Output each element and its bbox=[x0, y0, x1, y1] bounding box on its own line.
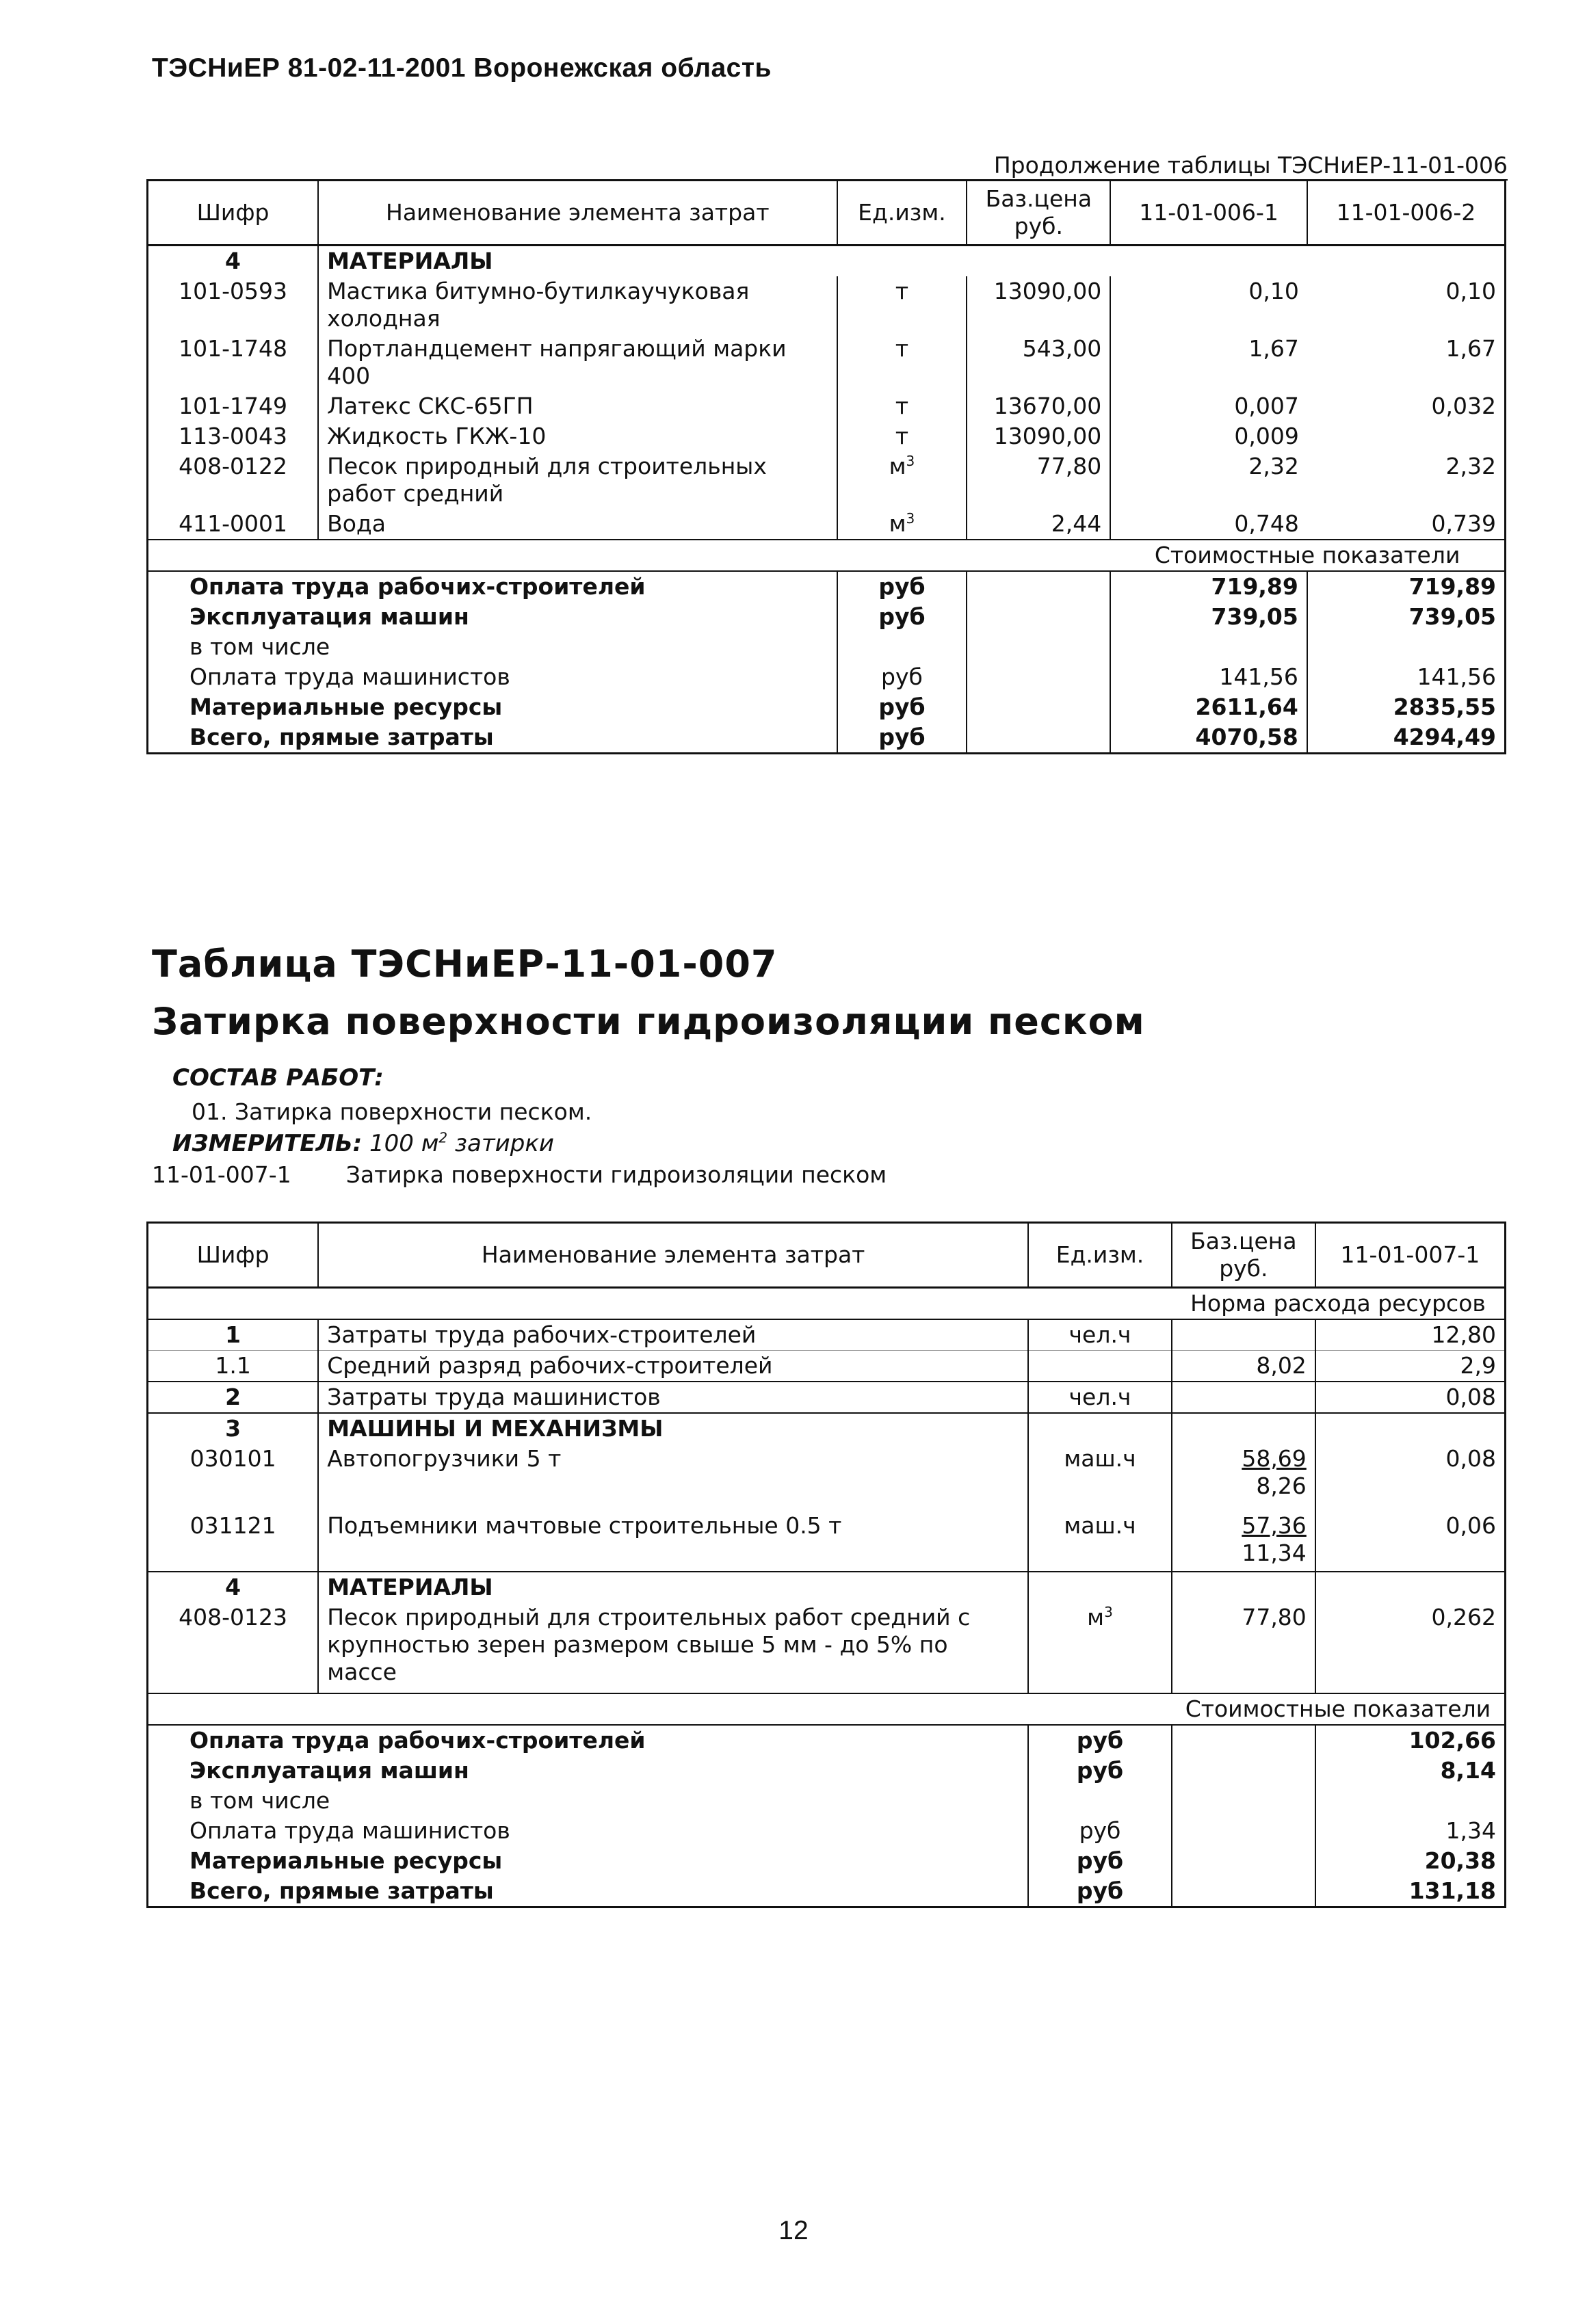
cost-row bbox=[148, 571, 1506, 602]
cost-name: Материальные ресурсы bbox=[189, 1847, 503, 1874]
row-unit: т bbox=[837, 391, 967, 421]
table-row bbox=[148, 451, 1506, 509]
row-price: 13090,00 bbox=[967, 421, 1110, 451]
cost-name: Оплата труда рабочих-строителей bbox=[189, 573, 646, 600]
row-code: 408-0122 bbox=[179, 453, 287, 479]
cost-caption-row bbox=[148, 540, 1506, 571]
row-code: 101-0593 bbox=[179, 278, 287, 304]
section-row bbox=[148, 1413, 1506, 1444]
col-header-v1: 11-01-006-1 bbox=[1110, 181, 1307, 246]
row-price: 13090,00 bbox=[967, 276, 1110, 334]
row-v2: 0,739 bbox=[1431, 510, 1496, 537]
col-header-v2: 11-01-006-2 bbox=[1307, 181, 1506, 246]
row-v1: 0,009 bbox=[1110, 421, 1307, 451]
table-row bbox=[148, 334, 1506, 391]
cost-v1: 141,56 bbox=[1110, 662, 1307, 692]
row-v1: 2,32 bbox=[1110, 451, 1307, 509]
row-v1: 0,10 bbox=[1110, 276, 1307, 334]
row-num: 1.1 bbox=[148, 1351, 319, 1382]
row-unit: т bbox=[837, 334, 967, 391]
row-code: 101-1748 bbox=[179, 335, 287, 362]
cost-v2: 739,05 bbox=[1307, 602, 1506, 632]
cost-v2: 4294,49 bbox=[1307, 722, 1506, 754]
row-price: 58,69 8,26 bbox=[1172, 1444, 1315, 1511]
row-code: 101-1749 bbox=[179, 393, 287, 419]
cost-v2: 719,89 bbox=[1307, 571, 1506, 602]
cost-v: 8,14 bbox=[1315, 1756, 1506, 1786]
row-name: Песок природный для строительных работ средний с крупностью зерен размером свыше 5 мм - до 5% по массе bbox=[318, 1602, 1028, 1693]
col-header-name: Наименование элемента затрат bbox=[318, 1223, 1028, 1288]
row-name: Автопогрузчики 5 т bbox=[318, 1444, 1028, 1511]
cost-row bbox=[148, 1876, 1506, 1907]
norm-code-name: Затирка поверхности гидроизоляции песком bbox=[345, 1161, 887, 1188]
section-num: 4 bbox=[225, 248, 241, 274]
cost-unit: руб bbox=[1028, 1816, 1172, 1846]
cost-row bbox=[148, 722, 1506, 754]
table2 bbox=[146, 1222, 1506, 1908]
row-price bbox=[1172, 1382, 1315, 1413]
row-name: Песок природный для строительных работ средний bbox=[318, 451, 837, 509]
cost-row bbox=[148, 632, 1506, 662]
cost-row bbox=[148, 1756, 1506, 1786]
cost-v: 102,66 bbox=[1315, 1725, 1506, 1756]
cost-v1: 4070,58 bbox=[1110, 722, 1307, 754]
row-price: 8,02 bbox=[1172, 1351, 1315, 1382]
row-unit: маш.ч bbox=[1028, 1444, 1172, 1511]
table1 bbox=[146, 179, 1506, 754]
row-unit: т bbox=[837, 276, 967, 334]
page-number: 12 bbox=[778, 2216, 809, 2245]
row-name: Портландцемент напрягающий марки 400 bbox=[318, 334, 837, 391]
cost-row bbox=[148, 662, 1506, 692]
cost-unit: руб bbox=[1028, 1876, 1172, 1907]
cost-row bbox=[148, 1816, 1506, 1846]
cost-unit: руб bbox=[1028, 1846, 1172, 1876]
row-v2 bbox=[1307, 421, 1506, 451]
cost-unit: руб bbox=[1028, 1756, 1172, 1786]
cost-name: в том числе bbox=[189, 633, 330, 660]
row-unit: чел.ч bbox=[1028, 1382, 1172, 1413]
cost-unit: руб bbox=[837, 571, 967, 602]
table-row bbox=[148, 1319, 1506, 1351]
measure-value: 100 $м^2$ затирки bbox=[369, 1129, 554, 1157]
row-unit: $м^3$ bbox=[837, 451, 967, 509]
table-row bbox=[148, 1602, 1506, 1693]
row-unit: маш.ч bbox=[1028, 1511, 1172, 1572]
section-title: МАШИНЫ И МЕХАНИЗМЫ bbox=[318, 1413, 1028, 1444]
cost-v1: 2611,64 bbox=[1110, 692, 1307, 722]
col-header-unit: Ед.изм. bbox=[837, 181, 967, 246]
row-price: 13670,00 bbox=[967, 391, 1110, 421]
row-v: 0,08 bbox=[1315, 1382, 1506, 1413]
cost-name: Всего, прямые затраты bbox=[189, 724, 494, 750]
row-v2: 0,032 bbox=[1431, 393, 1496, 419]
table2-title: Таблица ТЭСНиЕР-11-01-007 bbox=[152, 942, 778, 986]
row-v2: 0,10 bbox=[1445, 278, 1496, 304]
section-row bbox=[148, 246, 1506, 277]
cost-v2: 2835,55 bbox=[1307, 692, 1506, 722]
cost-v: 1,34 bbox=[1315, 1816, 1506, 1846]
row-v2: 1,67 bbox=[1445, 335, 1496, 362]
work-composition-item: 01. Затирка поверхности песком. bbox=[192, 1098, 592, 1125]
col-header-name: Наименование элемента затрат bbox=[318, 181, 837, 246]
col-header-v1: 11-01-007-1 bbox=[1315, 1223, 1506, 1288]
cost-v: 131,18 bbox=[1315, 1876, 1506, 1907]
row-code: 411-0001 bbox=[179, 510, 287, 537]
section-num: 4 bbox=[148, 1572, 319, 1602]
cost-v2: 141,56 bbox=[1307, 662, 1506, 692]
row-price bbox=[1172, 1319, 1315, 1351]
table2-subtitle: Затирка поверхности гидроизоляции песком bbox=[152, 1000, 1145, 1043]
norm-caption-row bbox=[148, 1288, 1506, 1320]
row-code: 030101 bbox=[189, 1445, 276, 1472]
table-row bbox=[148, 1444, 1506, 1511]
norm-code: 11-01-007-1 bbox=[152, 1161, 291, 1188]
row-unit bbox=[1028, 1351, 1172, 1382]
cost-v1: 719,89 bbox=[1110, 571, 1307, 602]
cost-row bbox=[148, 1725, 1506, 1756]
row-v: 0,262 bbox=[1315, 1602, 1506, 1693]
cost-row bbox=[148, 602, 1506, 632]
cost-unit: руб bbox=[837, 602, 967, 632]
norm-caption: Норма расхода ресурсов bbox=[1172, 1288, 1506, 1320]
row-name: Мастика битумно-бутилкаучуковая холодная bbox=[318, 276, 837, 334]
section-num: 3 bbox=[148, 1413, 319, 1444]
row-price: 77,80 bbox=[967, 451, 1110, 509]
cost-row bbox=[148, 692, 1506, 722]
cost-name: Оплата труда машинистов bbox=[189, 1817, 510, 1844]
row-unit: $м^3$ bbox=[837, 509, 967, 540]
row-name: Подъемники мачтовые строительные 0.5 т bbox=[318, 1511, 1028, 1572]
cost-name: в том числе bbox=[189, 1787, 330, 1814]
col-header-code: Шифр bbox=[148, 181, 319, 246]
row-price: 57,36 11,34 bbox=[1172, 1511, 1315, 1572]
cost-unit bbox=[1028, 1786, 1172, 1816]
row-v1: 1,67 bbox=[1110, 334, 1307, 391]
cost-name: Эксплуатация машин bbox=[189, 1757, 469, 1784]
section-title: МАТЕРИАЛЫ bbox=[318, 246, 837, 277]
table-row bbox=[148, 1382, 1506, 1413]
table-row bbox=[148, 1511, 1506, 1572]
row-name: Латекс СКС-65ГП bbox=[318, 391, 837, 421]
cost-unit: руб bbox=[1028, 1725, 1172, 1756]
measure-label: ИЗМЕРИТЕЛЬ: bbox=[172, 1130, 363, 1157]
work-composition-label: СОСТАВ РАБОТ: bbox=[172, 1064, 384, 1092]
cost-v1 bbox=[1110, 632, 1307, 662]
table-row bbox=[148, 421, 1506, 451]
row-name: Средний разряд рабочих-строителей bbox=[318, 1351, 1028, 1382]
cost-name: Оплата труда машинистов bbox=[189, 663, 510, 690]
col-header-price: Баз.цена руб. bbox=[1172, 1223, 1315, 1288]
cost-v: 20,38 bbox=[1315, 1846, 1506, 1876]
norm-code-line bbox=[152, 1161, 887, 1188]
measure-line bbox=[172, 1130, 554, 1157]
row-price: 2,44 bbox=[967, 509, 1110, 540]
row-unit: $м^3$ bbox=[1028, 1602, 1172, 1693]
cost-row bbox=[148, 1846, 1506, 1876]
row-name: Затраты труда рабочих-строителей bbox=[318, 1319, 1028, 1351]
row-v: 2,9 bbox=[1315, 1351, 1506, 1382]
row-num: 2 bbox=[148, 1382, 319, 1413]
table1-caption: Продолжение таблицы ТЭСНиЕР-11-01-006 bbox=[994, 152, 1508, 181]
table-row bbox=[148, 391, 1506, 421]
row-code: 031121 bbox=[189, 1512, 276, 1539]
section-row bbox=[148, 1572, 1506, 1602]
table-row bbox=[148, 1351, 1506, 1382]
cost-unit: руб bbox=[837, 662, 967, 692]
cost-name: Эксплуатация машин bbox=[189, 603, 469, 630]
cost-name: Оплата труда рабочих-строителей bbox=[189, 1727, 646, 1754]
page-header: ТЭСНиЕР 81-02-11-2001 Воронежская область bbox=[152, 53, 772, 83]
row-v: 12,80 bbox=[1315, 1319, 1506, 1351]
row-num: 1 bbox=[225, 1321, 241, 1348]
row-unit: т bbox=[837, 421, 967, 451]
table2-header-row bbox=[148, 1223, 1506, 1288]
row-code: 408-0123 bbox=[179, 1604, 288, 1630]
cost-v2 bbox=[1307, 632, 1506, 662]
col-header-unit: Ед.изм. bbox=[1028, 1223, 1172, 1288]
row-price: 543,00 bbox=[967, 334, 1110, 391]
cost-caption: Стоимостные показатели bbox=[1110, 540, 1505, 571]
row-v2: 2,32 bbox=[1445, 453, 1496, 479]
cost-caption: Стоимостные показатели bbox=[1172, 1693, 1506, 1725]
cost-name: Материальные ресурсы bbox=[189, 694, 503, 720]
row-v: 0,08 bbox=[1315, 1444, 1506, 1511]
cost-row bbox=[148, 1786, 1506, 1816]
cost-caption-row bbox=[148, 1693, 1506, 1725]
row-v1: 0,007 bbox=[1110, 391, 1307, 421]
row-unit: чел.ч bbox=[1028, 1319, 1172, 1351]
table1-header-row bbox=[148, 181, 1506, 246]
row-name: Вода bbox=[318, 509, 837, 540]
col-header-price: Баз.цена руб. bbox=[967, 181, 1110, 246]
cost-name: Всего, прямые затраты bbox=[189, 1877, 494, 1904]
row-name: Жидкость ГКЖ-10 bbox=[318, 421, 837, 451]
cost-v1: 739,05 bbox=[1110, 602, 1307, 632]
table-row bbox=[148, 509, 1506, 540]
row-price: 77,80 bbox=[1172, 1602, 1315, 1693]
cost-v bbox=[1315, 1786, 1506, 1816]
col-header-code: Шифр bbox=[148, 1223, 319, 1288]
table-row bbox=[148, 276, 1506, 334]
row-name: Затраты труда машинистов bbox=[318, 1382, 1028, 1413]
section-title: МАТЕРИАЛЫ bbox=[318, 1572, 1028, 1602]
cost-unit bbox=[837, 632, 967, 662]
cost-unit: руб bbox=[837, 722, 967, 754]
row-v: 0,06 bbox=[1315, 1511, 1506, 1572]
row-code: 113-0043 bbox=[179, 423, 287, 449]
cost-unit: руб bbox=[837, 692, 967, 722]
row-v1: 0,748 bbox=[1110, 509, 1307, 540]
